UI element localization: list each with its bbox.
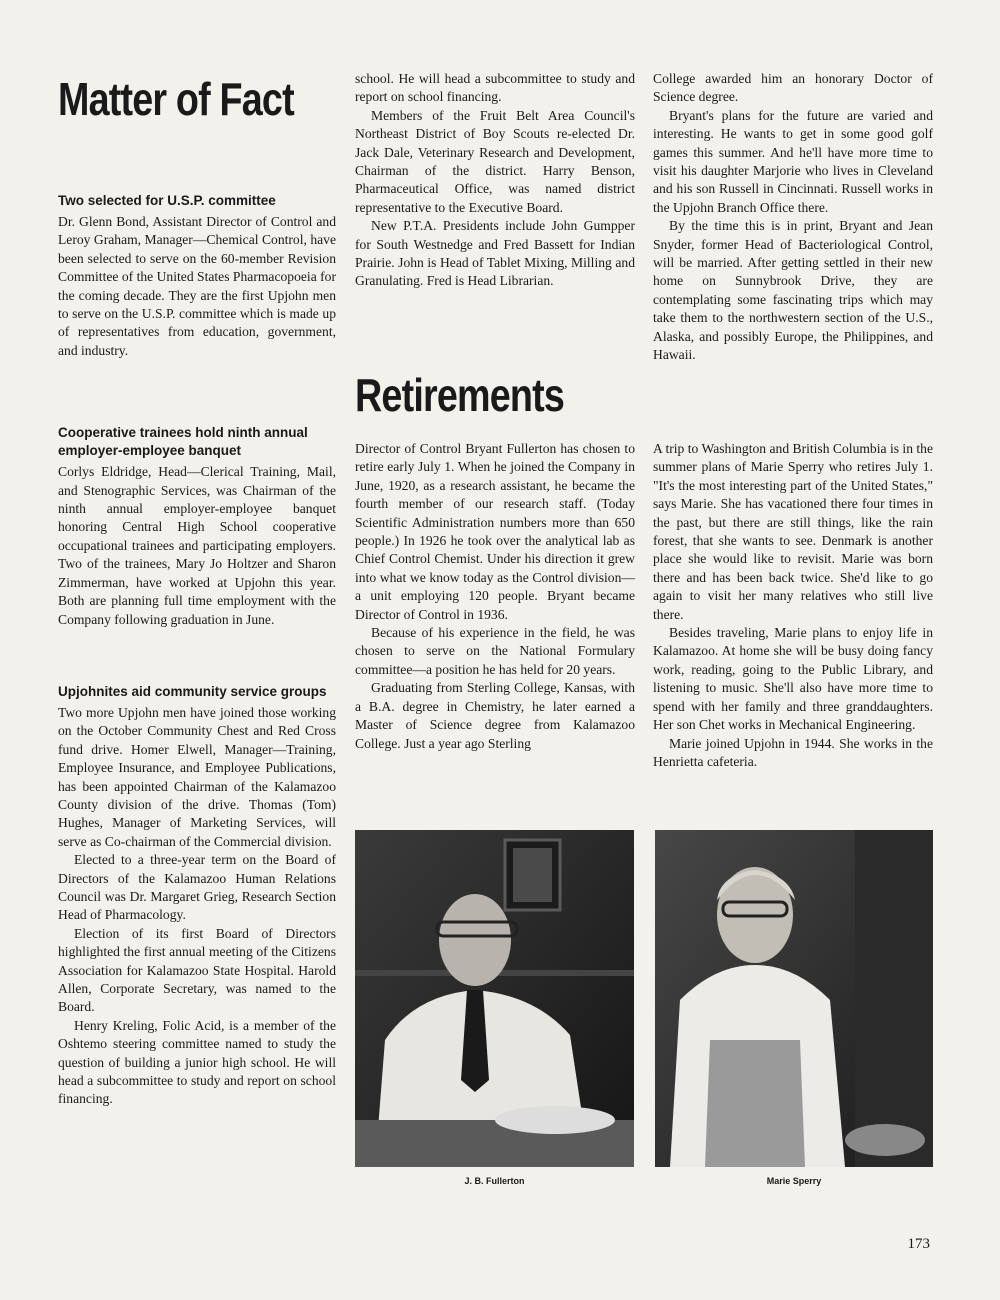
article-paragraph-continued: school. He will head a subcommittee to study and report on school financing.	[355, 71, 635, 105]
article-heading: Cooperative trainees hold ninth annual employer-employee banquet	[58, 425, 308, 459]
article-heading: Upjohnites aid community service groups	[58, 683, 327, 699]
photo-caption-sperry: Marie Sperry	[766, 1176, 822, 1186]
photo-fullerton	[355, 830, 634, 1167]
section-title-matter-of-fact: Matter of Fact	[58, 73, 294, 125]
article-paragraph: Bryant's plans for the future are varied and interesting. He wants to get in some good golf games this summer. And he'll have more time to visit his daughter Marjorie who lives in Cleveland and his son Russell in Cincinnati. Russell works in the Upjohn Branch Office there.	[653, 107, 933, 215]
article-paragraph: A trip to Washington and British Columbia is in the summer plans of Marie Sperry who retires July 1. "It's the most interesting part of the United States," says Marie. She has vacationed there four times in the past, but there are still things, like the rain forest, that she wants to see. Denmark is another place she would like to revisit. Marie was born there and has been back twice. She'd like to go again to visit her many relatives who still live there.	[653, 441, 933, 622]
article-fullerton	[355, 440, 635, 751]
article-paragraph: New P.T.A. Presidents include John Gumpper for South Westnedge and Fred Bassett for Indian Prairie. John is Head of Tablet Mixing, Milling and Granulating. Fred is Head Librarian.	[355, 218, 635, 289]
article-heading: Two selected for U.S.P. committee	[58, 193, 276, 208]
article-paragraph: Members of the Fruit Belt Area Council's Northeast District of Boy Scouts re-elected Dr. Jack Dale, Veterinary Research and Development, Chairman of the district. Harry Benson, Pharmaceutical Office, was named district representative to the Executive Board.	[355, 107, 635, 215]
article-paragraph: Two more Upjohn men have joined those working on the October Community Chest and Red Cross fund drive. Homer Elwell, Manager—Training, Employee Insurance, and Employee Publications, has been appointed Chairman of the Kalamazoo County division of the drive. Thomas (Tom) Hughes, Manager of Marketing Services, will serve as Co-chairman of the Commercial division.	[58, 704, 336, 849]
article-paragraph: By the time this is in print, Bryant and Jean Snyder, former Head of Bacteriological Control, will be married. After getting settled in their new home on Sunnybrook Drive, they are contemplating some fascinating trips which may take them to the northwestern section of the U.S., Alaska, and possibly Europe, the Philippines, and Hawaii.	[653, 218, 933, 363]
article-paragraph-continued: College awarded him an honorary Doctor of Science degree.	[653, 71, 933, 105]
article-sperry	[653, 440, 933, 771]
article-paragraph: Graduating from Sterling College, Kansas, with a B.A. degree in Chemistry, he later earned a Master of Science degree from Kalamazoo College. Just a year ago Sterling	[355, 680, 635, 751]
photo-sperry	[655, 830, 933, 1167]
page-number: 173	[907, 1236, 930, 1252]
article-community	[58, 683, 336, 1107]
photo-caption-fullerton: J. B. Fullerton	[464, 1176, 525, 1186]
article-paragraph: Dr. Glenn Bond, Assistant Director of Control and Leroy Graham, Manager—Chemical Control, have been selected to serve on the 60-member Revision Committee of the United States Pharmacopoeia for the coming decade. They are the first Upjohn men to serve on the U.S.P. committee which is made up of representatives from education, government, and industry.	[58, 214, 336, 358]
article-paragraph: Elected to a three-year term on the Board of Directors of the Kalamazoo Human Relations Council was Dr. Margaret Grieg, Research Section Head of Pharmacology.	[58, 852, 336, 923]
section-title-retirements: Retirements	[355, 369, 564, 421]
article-paragraph: Henry Kreling, Folic Acid, is a member of the Oshtemo steering committee named to study the question of building a junior high school. He will head a subcommittee to study and report on school financing.	[58, 1017, 336, 1107]
portrait-image	[355, 830, 634, 1167]
column-right-top	[653, 70, 933, 365]
column-middle-top	[355, 70, 635, 291]
article-paragraph: Corlys Eldridge, Head—Clerical Training, Mail, and Stenographic Services, was Chairman of the ninth annual employer-employee banquet honoring Central High School cooperative occupational trainees and participating employers. Two of the trainees, Mary Jo Holtzer and Sharon Zimmerman, have worked at Upjohn this year. Both are planning full time employment with the Company following graduation in June.	[58, 464, 336, 627]
article-paragraph: Director of Control Bryant Fullerton has chosen to retire early July 1. When he joined the Company in June, 1920, as a research assistant, he became the fourth member of our research staff. (Today Scientific Administration numbers more than 650 people.) In 1926 he took over the analytical lab as Chief Control Chemist. Under his direction it grew into what we know today as the Control division—a unit employing 120 people. Bryant became Director of Control in 1936.	[355, 441, 635, 622]
portrait-image	[655, 830, 933, 1167]
column-left	[58, 70, 336, 1107]
article-paragraph: Marie joined Upjohn in 1944. She works in the Henrietta cafeteria.	[653, 735, 933, 769]
article-paragraph: Because of his experience in the field, he was chosen to serve on the National Formulary committee—a position he has held for 20 years.	[355, 625, 635, 677]
article-paragraph: Besides traveling, Marie plans to enjoy life in Kalamazoo. At home she will be busy doing fancy work, reading, going to the Public Library, and listening to music. She'll also have more time to spend with her family and three granddaughters. Her son Chet works in Mechanical Engineering.	[653, 625, 933, 733]
article-paragraph: Election of its first Board of Directors highlighted the first annual meeting of the Citizens Association for Kalamazoo State Hospital. Harold Allen, Corporate Secretary, was named to the Board.	[58, 925, 336, 1015]
article-usp	[58, 192, 336, 360]
article-trainees	[58, 424, 336, 629]
